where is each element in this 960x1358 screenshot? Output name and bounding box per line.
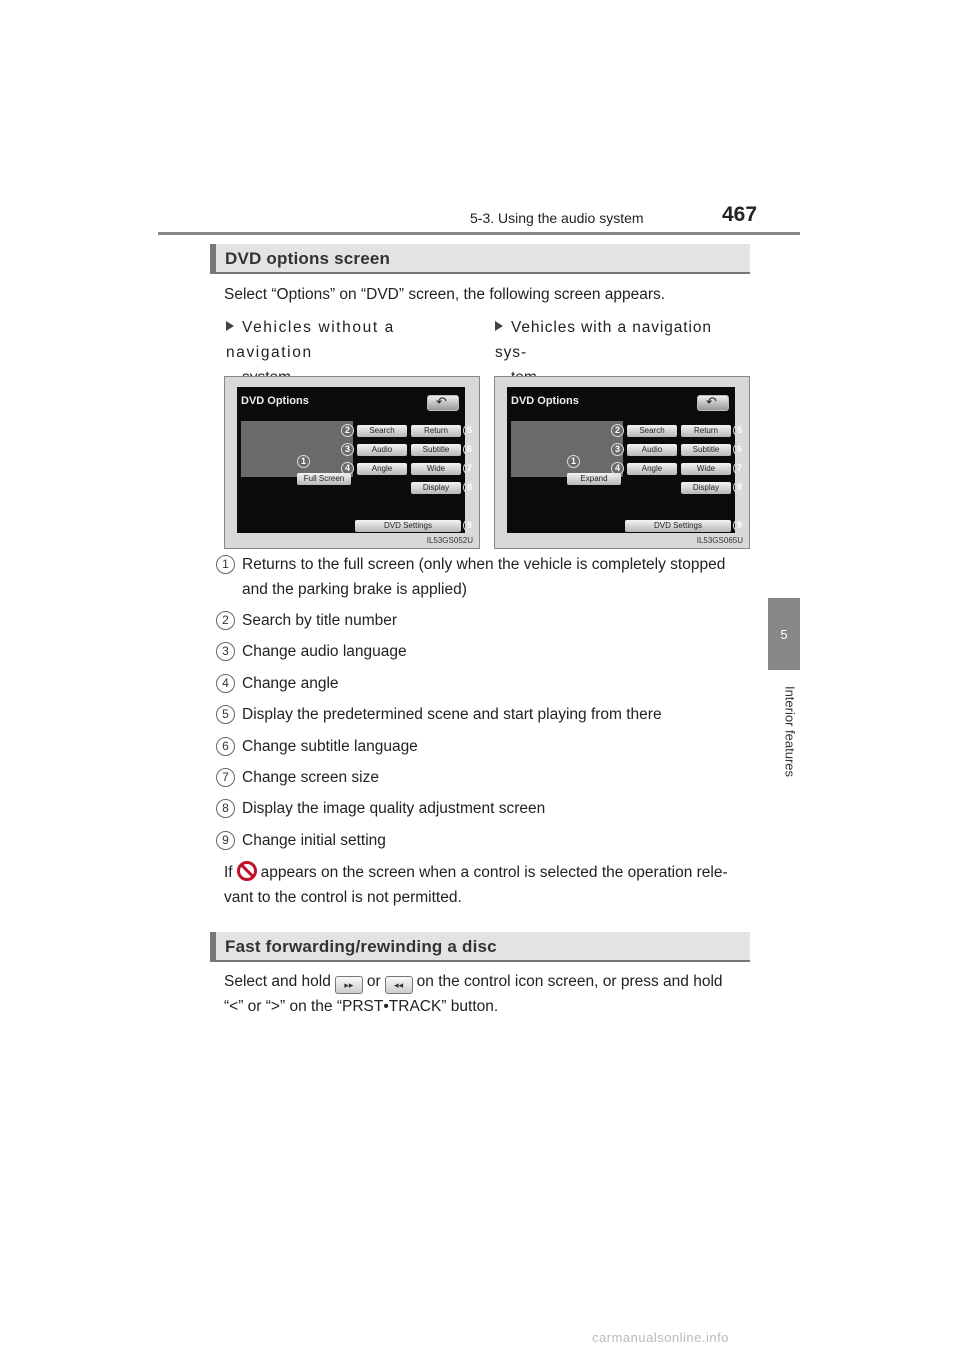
callout-5: 5 <box>463 424 476 437</box>
expand-button[interactable]: Expand <box>567 473 621 485</box>
screen-display <box>237 387 472 533</box>
callout-1: 1 <box>567 455 580 468</box>
display-button[interactable]: Display <box>411 482 461 494</box>
item-1-line1: Returns to the full screen (only when the vehicle is completely stopped <box>242 556 726 573</box>
fast-forward-icon: ▸▸ <box>335 976 363 994</box>
watermark: carmanualsonline.info <box>592 1330 729 1345</box>
callout-1: 1 <box>297 455 310 468</box>
item-7-text: Change screen size <box>242 769 379 786</box>
callout-6: 6 <box>733 443 746 456</box>
subtitle-button[interactable]: Subtitle <box>681 444 731 456</box>
prohibited-note <box>224 860 754 910</box>
display-button[interactable]: Display <box>681 482 731 494</box>
callout-7: 7 <box>463 462 476 475</box>
section-heading-text: DVD options screen <box>225 249 391 268</box>
section-heading-dvd-options <box>210 244 750 274</box>
item-number-6: 6 <box>216 737 235 756</box>
section-heading-fast-forward <box>210 932 750 962</box>
figure-code: IL53GS052U <box>426 536 473 545</box>
rewind-icon: ◂◂ <box>385 976 413 994</box>
fast-forward-text <box>224 969 754 1019</box>
callout-8: 8 <box>463 481 476 494</box>
item-1-line2: and the parking brake is applied) <box>242 581 467 598</box>
page-number: 467 <box>722 203 758 226</box>
audio-button[interactable]: Audio <box>627 444 677 456</box>
back-button[interactable] <box>427 395 459 411</box>
item-4-text: Change angle <box>242 675 339 692</box>
wide-button[interactable]: Wide <box>411 463 461 475</box>
item-6-text: Change subtitle language <box>242 738 418 755</box>
item-number-1: 1 <box>216 555 235 574</box>
callout-4: 4 <box>611 462 624 475</box>
angle-button[interactable]: Angle <box>357 463 407 475</box>
prohibited-icon <box>237 861 257 881</box>
item-1-text <box>242 552 725 602</box>
figure-code: IL53GS065U <box>696 536 743 545</box>
search-button[interactable]: Search <box>627 425 677 437</box>
triangle-bullet-icon <box>495 321 503 331</box>
item-number-4: 4 <box>216 674 235 693</box>
item-9-text: Change initial setting <box>242 832 386 849</box>
item-number-2: 2 <box>216 611 235 630</box>
screen-title: DVD Options <box>511 395 579 407</box>
screen-display <box>507 387 742 533</box>
item-number-5: 5 <box>216 705 235 724</box>
audio-button[interactable]: Audio <box>357 444 407 456</box>
ff-text-b: on the control icon screen, or press and hold <box>416 973 723 990</box>
chapter-tab: 5 <box>768 598 800 670</box>
item-2-text: Search by title number <box>242 612 398 629</box>
section-heading-text: Fast forwarding/rewinding a disc <box>225 937 497 956</box>
callout-7: 7 <box>733 462 746 475</box>
variant-left-line1: Vehicles without a navigation <box>226 319 395 361</box>
angle-button[interactable]: Angle <box>627 463 677 475</box>
note-line2: vant to the control is not permitted. <box>224 889 462 906</box>
return-button[interactable]: Return <box>681 425 731 437</box>
item-number-3: 3 <box>216 642 235 661</box>
item-number-9: 9 <box>216 831 235 850</box>
dvd-options-screenshot-right <box>494 376 750 549</box>
running-header-section: 5-3. Using the audio system <box>470 210 644 226</box>
variant-right-line1: Vehicles with a navigation sys- <box>495 319 712 361</box>
header-rule <box>158 232 800 235</box>
wide-button[interactable]: Wide <box>681 463 731 475</box>
search-button[interactable]: Search <box>357 425 407 437</box>
section-intro: Select “Options” on “DVD” screen, the following screen appears. <box>224 286 666 303</box>
item-number-7: 7 <box>216 768 235 787</box>
item-8-text: Display the image quality adjustment screen <box>242 800 546 817</box>
callout-3: 3 <box>341 443 354 456</box>
subtitle-button[interactable]: Subtitle <box>411 444 461 456</box>
ff-text-a: Select and hold <box>224 973 331 990</box>
video-area <box>241 421 353 477</box>
note-line1: appears on the screen when a control is selected the operation rele- <box>260 864 728 881</box>
video-area <box>511 421 623 477</box>
ff-text-or: or <box>366 973 381 990</box>
callout-9: 9 <box>463 519 476 532</box>
back-button[interactable] <box>697 395 729 411</box>
callout-2: 2 <box>341 424 354 437</box>
note-before: If <box>224 864 233 881</box>
callout-2: 2 <box>611 424 624 437</box>
triangle-bullet-icon <box>226 321 234 331</box>
ff-line2: “<” or “>” on the “PRST•TRACK” button. <box>224 998 499 1015</box>
callout-8: 8 <box>733 481 746 494</box>
item-5-text: Display the predetermined scene and start playing from there <box>242 706 662 723</box>
callout-4: 4 <box>341 462 354 475</box>
dvd-settings-button[interactable]: DVD Settings <box>355 520 461 532</box>
callout-5: 5 <box>733 424 746 437</box>
return-button[interactable]: Return <box>411 425 461 437</box>
item-3-text: Change audio language <box>242 643 407 660</box>
screen-title: DVD Options <box>241 395 309 407</box>
chapter-tab-label-text: Interior features <box>782 685 798 778</box>
callout-6: 6 <box>463 443 476 456</box>
item-number-8: 8 <box>216 799 235 818</box>
callout-9: 9 <box>733 519 746 532</box>
callout-3: 3 <box>611 443 624 456</box>
full-screen-button[interactable]: Full Screen <box>297 473 351 485</box>
dvd-options-screenshot-left <box>224 376 480 549</box>
chapter-tab-label <box>770 682 798 792</box>
dvd-settings-button[interactable]: DVD Settings <box>625 520 731 532</box>
